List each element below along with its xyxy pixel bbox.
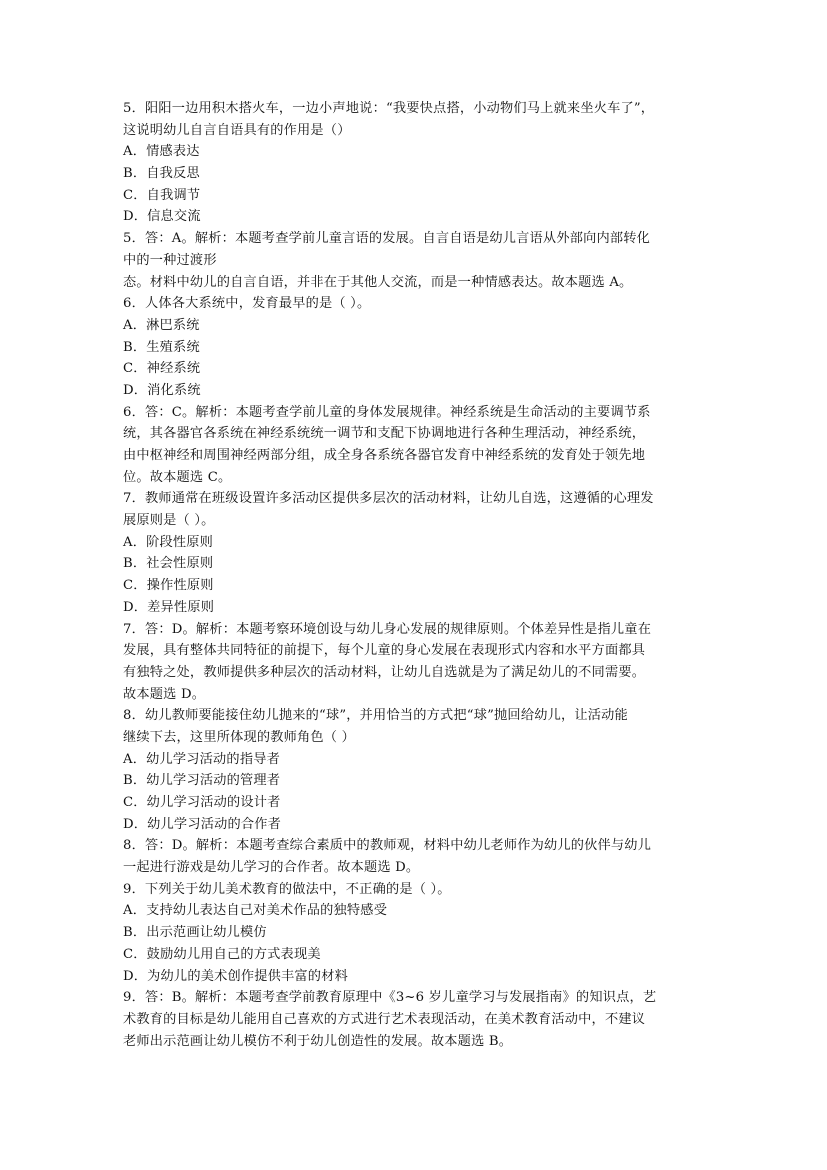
q6-option-c: C．神经系统 xyxy=(123,361,201,377)
q5-stem-line-2: 这说明幼儿自言自语具有的作用是（） xyxy=(123,122,351,138)
q8-stem-line-2: 继续下去，这里所体现的教师角色（ ） xyxy=(123,729,355,745)
q8-answer-line-2: 一起进行游戏是幼儿学习的合作者。故本题选 D。 xyxy=(123,860,420,876)
q7-stem-line-2: 展原则是（ ）。 xyxy=(123,513,215,529)
q5-answer-line-3: 态。材料中幼儿的自言自语，并非在于其他人交流，而是一种情感表达。故本题选 A。 xyxy=(123,274,633,290)
q9-answer-line-2: 术教育的目标是幼儿能用自己喜欢的方式进行艺术表现活动，在美术教育活动中，不建议 xyxy=(123,1011,646,1027)
q5-option-b: B．自我反思 xyxy=(123,166,200,182)
q6-stem: 6．人体各大系统中，发育最早的是（ ）。 xyxy=(123,296,371,312)
q7-answer-line-2: 发展，具有整体共同特征的前提下，每个儿童的身心发展在表现形式内容和水平方面都具 xyxy=(123,643,646,659)
q6-answer-line-3: 由中枢神经和周围神经两部分组，成全身各系统各器官发育中神经系统的发育处于领先地 xyxy=(123,448,646,463)
q7-stem-line-1: 7．教师通常在班级设置许多活动区提供多层次的活动材料，让幼儿自选，这遵循的心理发 xyxy=(123,491,654,507)
document-page xyxy=(123,98,713,1052)
q9-stem: 9．下列关于幼儿美术教育的做法中，不正确的是（ ）。 xyxy=(123,881,451,897)
q9-answer-line-3: 老师出示范画让幼儿模仿不利于幼儿创造性的发展。故本题选 B。 xyxy=(123,1033,513,1049)
q8-option-c: C．幼儿学习活动的设计者 xyxy=(123,795,281,810)
q9-option-c: C．鼓励幼儿用自己的方式表现美 xyxy=(123,946,321,962)
q6-answer-line-4: 位。故本题选 C。 xyxy=(123,469,232,485)
q7-option-b: B．社会性原则 xyxy=(123,556,214,572)
q6-option-d: D．消化系统 xyxy=(123,382,201,398)
q6-answer-line-2: 统，其各器官各系统在神经系统统一调节和支配下协调地进行各种生理活动，神经系统， xyxy=(123,426,646,442)
q5-answer-line-2: 中的一种过渡形 xyxy=(123,252,217,268)
q7-option-a: A．阶段性原则 xyxy=(123,534,214,550)
q8-answer-line-1: 8．答：D。解析：本题考查综合素质中的教师观，材料中幼儿老师作为幼儿的伙伴与幼儿 xyxy=(123,838,652,854)
q7-option-c: C．操作性原则 xyxy=(123,578,214,594)
q5-option-a: A．情感表达 xyxy=(123,144,200,160)
q7-answer-line-3: 有独特之处，教师提供多种层次的活动材料，让幼儿自选就是为了满足幼儿的不同需要。 xyxy=(123,664,646,680)
q9-option-b: B．出示范画让幼儿模仿 xyxy=(123,925,267,941)
q8-option-a: A．幼儿学习活动的指导者 xyxy=(123,751,280,767)
q8-option-d: D．幼儿学习活动的合作者 xyxy=(123,816,282,832)
q9-option-d: D．为幼儿的美术创作提供丰富的材料 xyxy=(123,968,348,984)
q8-stem-line-1: 8．幼儿教师要能接住幼儿抛来的“球”，并用恰当的方式把“球”抛回给幼儿，让活动能 xyxy=(123,708,628,724)
q5-option-c: C．自我调节 xyxy=(123,187,201,203)
q5-answer-line-1: 5．答：A。解析：本题考查学前儿童言语的发展。自言自语是幼儿言语从外部向内部转化 xyxy=(123,231,651,247)
q7-answer-line-1: 7．答：D。解析：本题考察环境创设与幼儿身心发展的规律原则。个体差异性是指儿童在 xyxy=(123,621,652,637)
q7-answer-line-4: 故本题选 D。 xyxy=(123,686,206,702)
q8-option-b: B．幼儿学习活动的管理者 xyxy=(123,773,281,789)
q6-answer-line-1: 6．答：C。解析：本题考查学前儿童的身体发展规律。神经系统是生命活动的主要调节系 xyxy=(123,404,651,420)
q9-option-a: A．支持幼儿表达自己对美术作品的独特感受 xyxy=(123,903,388,919)
q9-answer-line-1: 9．答：B。解析：本题考查学前教育原理中《3~6 岁儿童学习与发展指南》的知识点，艺 xyxy=(123,990,657,1006)
q6-option-b: B．生殖系统 xyxy=(123,339,200,355)
q7-option-d: D．差异性原则 xyxy=(123,599,215,615)
q5-option-d: D．信息交流 xyxy=(123,209,201,225)
q6-option-a: A．淋巴系统 xyxy=(123,317,200,333)
q5-stem-line-1: 5．阳阳一边用积木搭火车，一边小声地说：“我要快点搭，小动物们马上就来坐火车了”， xyxy=(123,101,655,116)
